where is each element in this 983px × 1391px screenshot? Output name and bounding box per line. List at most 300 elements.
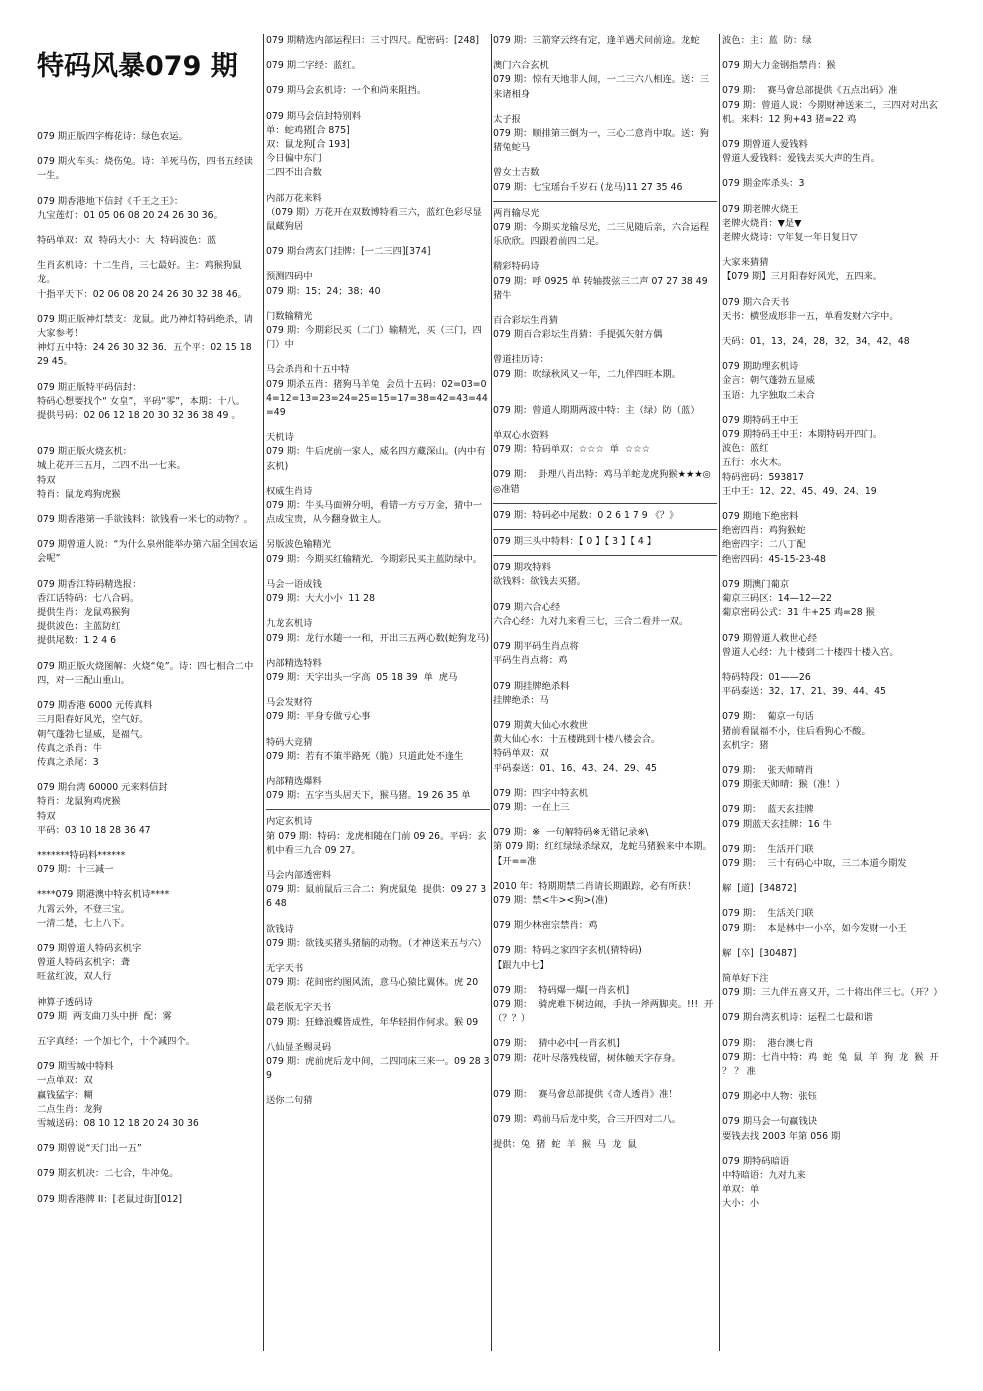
text-line: 天码：01，13，24，28，32，34，42，48 — [722, 336, 910, 348]
spacer — [37, 567, 260, 578]
text-line: 079 期台湾玄机诗：运程二七最和谐 — [722, 1012, 873, 1024]
text-line: 平码泰送：32、17、21、39、44、45 — [722, 686, 886, 698]
text-line: 079 期：虎前虎后龙中间，二四同床三来一。09 28 39 — [266, 1055, 490, 1082]
text-line: 079 期： 三十有码心中取，三二本道今期发 — [722, 857, 907, 869]
text-line: 特码大竞猜 — [266, 736, 313, 748]
text-line: 五行：水火木。 — [722, 457, 788, 469]
text-line: 079 期： 本是林中一小卒，如今发财一小王 — [722, 922, 907, 934]
column-divider — [491, 34, 492, 1351]
text-line: 079 期：呼 0925 单 转轴拨弦三二声 07 27 38 49 猪牛 — [493, 275, 711, 301]
spacer — [722, 936, 946, 947]
text-line: 079 期：三箭穿云终有定，逢羊遇犬问前途。龙蛇 — [493, 35, 700, 46]
text-line: 马会发财符 — [266, 697, 313, 709]
text-line: 079 期：惊有天地非人间，一二三六八相连。送：三来诸相身 — [493, 74, 709, 100]
text-line: 079 期雪城中特料 — [37, 1061, 114, 1073]
text-line: 079 期： 港台澳七肖 — [722, 1037, 814, 1049]
spacer — [493, 155, 717, 166]
text-line: 葡京三码区：14—12—22 — [722, 593, 832, 605]
spacer — [266, 990, 490, 1001]
text-line: 079 期香港 6000 元传真料 — [37, 700, 153, 712]
text-line: 079 期：顺排第三倒为一，三心二意肖中取。送：狗猪兔蛇马 — [493, 128, 709, 154]
spacer — [722, 285, 946, 296]
spacer — [722, 832, 946, 843]
text-line: 绝密四码：45-15-23-48 — [722, 553, 826, 565]
text-line: 精彩特码诗 — [493, 261, 540, 273]
text-line: 079 期正版特平码信封： — [37, 381, 142, 393]
text-line: 特肖：龙鼠狗鸡虎猴 — [37, 796, 121, 808]
text-line: 079 期玄机决：二七合，牛冲兔。 — [37, 1168, 179, 1180]
text-line: 神灯五中特：24 26 30 32 36．五个平：02 15 18 29 45。 — [37, 342, 255, 368]
spacer — [722, 324, 946, 335]
text-line: 079 期：龙行水随一一和，开出三五两心数(蛇狗龙马) — [266, 632, 490, 644]
text-line: 079 期：吹绿秋风又一年，二九伴四旺本期。 — [493, 368, 682, 380]
column-divider — [719, 34, 720, 1351]
text-line: 曾道挂历诗： — [493, 354, 549, 366]
text-line: 079 期：三九伴五喜又开，二十将出伴三七。（开？） — [722, 987, 943, 999]
text-line: 平码泰送：01、16、43、24、29、45 — [493, 762, 657, 774]
text-line: 079 期曾说“天门出一五” — [37, 1143, 142, 1155]
spacer — [493, 629, 717, 640]
text-line: 六合心经：九对九来看三七，三合二看并一双。 — [493, 615, 689, 627]
text-line: 079 期： 猜中必中[一肖玄机] — [493, 1038, 620, 1050]
text-line: 老牌火烧诗：▽年复一年日复日▽ — [722, 232, 858, 244]
text-line: 内部精选特料 — [266, 657, 322, 669]
text-line: 九霄云外，不登三宝。 — [37, 903, 130, 915]
text-line: 079 期曾道人救世心经 — [722, 632, 818, 644]
spacer — [493, 1066, 717, 1077]
text-line: 绝密四字：二八丁配 — [722, 539, 806, 551]
spacer — [266, 951, 490, 962]
spacer — [37, 1024, 260, 1035]
text-line: 079 期马会信封特别料 — [266, 110, 362, 122]
spacer — [722, 1104, 946, 1115]
text-line: 一清二楚，七上八下。 — [37, 917, 130, 929]
text-line: 二点生肖：龙狗 — [37, 1103, 103, 1115]
text-line: 提供号码：02 06 12 18 20 30 32 36 38 49 。 — [37, 410, 241, 422]
text-line: 玄机字：猪 — [722, 739, 769, 751]
text-line: 特肖：鼠龙鸡狗虎猴 — [37, 488, 121, 500]
text-line: 双：鼠龙狗[合 193] — [266, 139, 350, 151]
text-line: 十指平天下：02 06 08 20 24 26 30 32 38 46。 — [37, 288, 247, 300]
spacer — [37, 877, 260, 888]
spacer — [493, 1026, 717, 1037]
spacer — [37, 770, 260, 781]
spacer — [493, 102, 717, 113]
text-line: 079 期：今期买龙输尽光，二三见随后亲，六合运程乐欣欣。四跟着前四二足。 — [493, 222, 709, 248]
spacer — [493, 973, 717, 984]
section-divider — [493, 503, 717, 504]
spacer — [37, 527, 260, 538]
spacer — [37, 931, 260, 942]
text-line: 单双：单 — [722, 1184, 760, 1196]
text-line: 马会内部透密料 — [266, 869, 332, 881]
text-line: 黄大仙心水：十五楼跳到十楼八楼会合。 — [493, 734, 661, 746]
text-line: 079 期：牛头马面辨分明，看错一方亏万金，猜中一点成宝贵，从今翻身做主人。 — [266, 500, 482, 526]
text-line: 欲钱料：欲钱去买猪。 — [493, 576, 586, 588]
text-line: 079 期火车头：烧伤兔。诗：羊死马伤，四书五经读一生。 — [37, 156, 253, 182]
column-2 — [266, 34, 490, 1357]
text-line: 079 期黄大仙心水救世 — [493, 719, 589, 731]
spacer — [37, 434, 260, 445]
spacer — [493, 590, 717, 601]
text-line: 079 期马会玄机诗：一个和尚来阻挡。 — [266, 85, 427, 97]
text-line: 079 期曾道人爱钱料 — [722, 139, 808, 151]
spacer — [37, 223, 260, 234]
text-line: 门数输精光 — [266, 310, 313, 322]
spacer — [493, 382, 717, 393]
text-line: 079 期曾道人说：“为什么泉州能举办第六届全国农运会呢” — [37, 539, 258, 565]
spacer — [266, 181, 490, 192]
spacer — [37, 423, 260, 434]
text-line: 079 期马会一句赢钱诀 — [722, 1116, 818, 1128]
text-line: 079 期：特码必中尾数：0 2 6 1 7 9 《？》 — [493, 509, 679, 521]
spacer — [493, 1127, 717, 1138]
spacer — [493, 303, 717, 314]
spacer — [722, 753, 946, 764]
text-line: 中特暗语：九对九来 — [722, 1169, 806, 1181]
spacer — [493, 708, 717, 719]
spacer — [722, 792, 946, 803]
text-line: 九龙玄机诗 — [266, 618, 313, 630]
text-line: 079 期：平身专做亏心事 — [266, 711, 371, 723]
text-line: 079 期：花间密约图风流，意马心猿比翼休。虎 20 — [266, 977, 479, 989]
spacer — [266, 685, 490, 696]
text-line: 马会一语成钱 — [266, 578, 322, 590]
text-line: 079 期： 赛马會总部提供《五点出码》准 — [722, 85, 898, 97]
spacer — [722, 961, 946, 972]
text-line: 特码单双：双 — [493, 748, 549, 760]
text-line: 欲钱诗 — [266, 923, 294, 935]
text-line: 大家来猜猜 — [722, 257, 769, 269]
spacer — [722, 621, 946, 632]
spacer — [493, 418, 717, 429]
text-line: 079 期：四字中特玄机 — [493, 787, 589, 799]
column-3 — [493, 34, 720, 1357]
text-line: 雪城送码：08 10 12 18 20 24 30 36 — [37, 1117, 199, 1129]
text-line: 079 期：15；24；38；40 — [266, 285, 381, 297]
text-line: 079 期：大大小小 11 28 — [266, 593, 376, 605]
spacer — [722, 871, 946, 882]
text-line: 二四不出合数 — [266, 167, 322, 179]
text-line: 提供尾数：1 2 4 6 — [37, 635, 117, 647]
text-line: 079 期台湾 60000 元来料信封 — [37, 782, 168, 794]
text-line: *******特码料****** — [37, 849, 126, 861]
text-line: 特双 — [37, 474, 56, 486]
text-line: 葡京密码公式：31 牛+25 鸡=28 猴 — [722, 607, 875, 619]
spacer — [37, 1156, 260, 1167]
text-line: 送你二句猜 — [266, 1095, 313, 1107]
spacer — [37, 985, 260, 996]
text-line: 079 期台湾玄门挂牌：[一二三四][374] — [266, 246, 431, 258]
spacer — [266, 474, 490, 485]
spacer — [493, 342, 717, 353]
spacer — [37, 1182, 260, 1193]
text-line: 天机诗 — [266, 432, 294, 444]
text-line: 079 期： 生活开门联 — [722, 843, 814, 855]
text-line: 曾道人爱钱料：爱钱去买大声的生肖。 — [722, 153, 881, 165]
text-line: 079 期金库杀头：3 — [722, 178, 805, 190]
text-line: 079 期： 生活关门联 — [722, 908, 814, 920]
section-divider — [493, 201, 717, 202]
text-line: 079 期特码暗语 — [722, 1155, 790, 1167]
spacer — [266, 259, 490, 270]
spacer — [493, 1077, 717, 1088]
text-line: 079 期： 特码爆一爆[一肖玄机] — [493, 984, 630, 996]
section-divider — [493, 529, 717, 530]
text-line: 079 期： 骑虎难下树边闹，手执一斧两脚夹。!!! 开 （？？） — [493, 998, 720, 1025]
spacer — [266, 1030, 490, 1041]
text-line: 079 期：今期彩民买（二门）输精光，买（三门，四门）中 — [266, 325, 482, 351]
text-line: 曾道人心经：九十楼到二十楼四十楼入宫。 — [722, 646, 899, 658]
spacer — [266, 352, 490, 363]
text-line: 079 期：七宝瑶台千岁石 (龙马)11 27 35 46 — [493, 181, 683, 193]
column-1 — [37, 130, 260, 1357]
text-line: 【跟九中七】 — [493, 959, 549, 971]
text-line: 079 期特码王中王：本期特码开四门。 — [722, 429, 883, 441]
spacer — [37, 248, 260, 259]
text-line: 传真之杀肖：牛 — [37, 742, 103, 754]
text-line: 特码心想要找个“ 女皇”，平码“零”，本期：十八。 — [37, 395, 246, 407]
text-line: 朝气蓬勃七显威，是福气。 — [37, 728, 149, 740]
spacer — [266, 234, 490, 245]
text-line: ****079 期港澳中特玄机诗**** — [37, 889, 170, 901]
text-line: 曾道人特码玄机字：聋 — [37, 957, 130, 969]
text-line: 079 期曾道人特码玄机字 — [37, 942, 142, 954]
text-line: 特码特段：01——26 — [722, 671, 811, 683]
text-line: 079 期 两支曲刀头中拼 配：雾 — [37, 1010, 172, 1022]
text-line: 三月阳春好风光，空气好。 — [37, 714, 149, 726]
spacer — [493, 869, 717, 880]
text-line: 无字天书 — [266, 962, 304, 974]
text-line: 079 期：特码单双：☆☆☆ 单 ☆☆☆ — [493, 444, 650, 456]
text-line: 预测四码中 — [266, 271, 313, 283]
text-line: 天书：横竖成形非一五，单看发财六字中。 — [722, 310, 899, 322]
text-line: 提供：兔 猪 蛇 羊 猴 马 龙 鼠 — [493, 1139, 637, 1151]
text-line: 079 期正版火烧图解：火烧“兔”。诗：四七相合二中四，对一三配山重山。 — [37, 660, 254, 686]
spacer — [266, 725, 490, 736]
text-line: 王中王：12、22、45、49、24、19 — [722, 485, 877, 497]
text-line: 079 期少林密宗禁肖：鸡 — [493, 920, 598, 932]
text-line: 另版波色输精光 — [266, 539, 332, 551]
text-line: 解 [卒] [30487] — [722, 947, 797, 959]
spacer — [37, 302, 260, 313]
text-line: 挂牌绝杀：马 — [493, 694, 549, 706]
text-line: 079 期香港第一手欲钱料：欲钱看一米七的动物？。 — [37, 514, 253, 526]
text-line: 079 期正版火烧玄机： — [37, 446, 133, 458]
text-line: （079 期）万花开在双数博特看三六，蓝红色彩尽显鼠藏狗居 — [266, 206, 482, 233]
spacer — [722, 245, 946, 256]
spacer — [37, 144, 260, 155]
spacer — [722, 403, 946, 414]
spacer — [37, 649, 260, 660]
section-divider — [266, 809, 490, 810]
spacer — [722, 1079, 946, 1090]
text-line: 079 期平码生肖点将 — [493, 641, 579, 653]
text-line: 079 期正版神灯禁支：龙鼠。此乃神灯特码绝杀，请大家参考！ — [37, 313, 253, 340]
column-4 — [722, 34, 946, 1357]
text-line: 079 期：花叶尽落残枝留，树体触天字存身。 — [493, 1052, 682, 1064]
text-line: 079 期张天师晴：猴（准！） — [722, 779, 845, 791]
text-line: 079 期：欲钱买猪头猪脑的动物。（才神送来五与六） — [266, 937, 487, 949]
text-line: 079 期：若有不策半路死（脆）只道此处不逢生 — [266, 750, 464, 762]
spacer — [722, 127, 946, 138]
text-line: 079 期：十三减一 — [37, 864, 114, 876]
spacer — [37, 184, 260, 195]
text-line: 绝密四肖：鸡狗猴蛇 — [722, 525, 806, 537]
text-line: 特码单双：双 特码大小：大 特码波色：蓝 — [37, 235, 217, 247]
text-line: 079 期：狂蜂浪蝶皆成性，年华轻捐作何求。猴 09 — [266, 1016, 479, 1028]
text-line: 079 期助理玄机诗 — [722, 361, 799, 373]
column-divider — [263, 34, 264, 1351]
spacer — [266, 764, 490, 775]
spacer — [493, 776, 717, 787]
text-line: 079 期六合天书 — [722, 296, 790, 308]
text-line: 079 期大力金钢指禁肖：猴 — [722, 60, 836, 72]
text-line: 单：蛇鸡猪[合 875] — [266, 124, 350, 136]
text-line: 079 期挂牌绝杀料 — [493, 680, 570, 692]
text-line: 079 期蓝天玄挂牌：16 牛 — [722, 818, 832, 830]
spacer — [722, 73, 946, 84]
text-line: 大小：小 — [722, 1198, 760, 1210]
text-line: 猪前看鼠福不小，住后看狗心不酸。 — [722, 725, 871, 737]
text-line: 特双 — [37, 810, 56, 822]
text-line: 2010 年：特期期禁二肖请长期跟踪，必有所获！ — [493, 880, 697, 892]
spacer — [493, 815, 717, 826]
spacer — [722, 660, 946, 671]
text-line: 要钱去找 2003 年第 056 期 — [722, 1130, 841, 1142]
spacer — [266, 912, 490, 923]
text-line: 【079 期】三月阳春好风光，五四来。 — [722, 271, 883, 283]
text-line: 特码密码：593817 — [722, 471, 804, 483]
spacer — [722, 192, 946, 203]
text-line: 079 期杀五肖：猪狗马羊兔 会员十五码：02=03=04=12=13=23=24=25=15=17=38=42=43=44=49 — [266, 378, 488, 419]
text-line: 079 期：曾道人说：今期财神送来二，三四对对出玄机。来料：12 狗+43 猪=22 鸡 — [722, 99, 938, 125]
spacer — [37, 1131, 260, 1142]
text-line: 九宝莲灯：01 05 06 08 20 24 26 30 36。 — [37, 209, 223, 221]
text-line: 五字真经：一个加七个，十个减四个。 — [37, 1035, 196, 1047]
text-line: 城上花开三五月，二四不出一七来。 — [37, 460, 186, 472]
text-line: 079 期：曾道人期期两波中特：主（绿）防（蓝） — [493, 404, 700, 416]
text-line: 老牌火烧肖：▼是▼ — [722, 217, 802, 229]
text-line: 079 期：七肖中特：鸡 蛇 兔 鼠 羊 狗 龙 猴 开 ？ ？ 准 — [722, 1051, 945, 1077]
text-line: 权威生肖诗 — [266, 485, 313, 497]
spacer — [722, 567, 946, 578]
spacer — [266, 527, 490, 538]
spacer — [266, 299, 490, 310]
spacer — [493, 1102, 717, 1113]
spacer — [722, 166, 946, 177]
spacer — [493, 669, 717, 680]
spacer — [266, 646, 490, 657]
text-line: 提供波色：主蓝防红 — [37, 621, 121, 633]
text-line: 079 期香江特码精选报： — [37, 578, 142, 590]
spacer — [493, 908, 717, 919]
text-line: 079 期： 葡京一句话 — [722, 711, 814, 723]
text-line: 079 期：鼠前鼠后三合二：狗虎鼠兔 提供：09 27 36 48 — [266, 884, 487, 910]
text-line: 第 079 期：红红绿绿杀绿双，龙蛇马猪猴来中本期。【开==准 — [493, 841, 712, 867]
text-line: 079 期三头中特料：【 0 】【 3 】【 4 】 — [493, 536, 657, 548]
text-line: 079 期正版四字梅花诗：绿色农运。 — [37, 131, 188, 142]
spacer — [37, 370, 260, 381]
text-line: 一点单双：双 — [37, 1075, 93, 1087]
text-line: 079 期：一在上三 — [493, 801, 570, 813]
text-line: 内定玄机诗 — [266, 816, 313, 828]
text-line: 079 期六合心经 — [493, 601, 561, 613]
spacer — [722, 896, 946, 907]
spacer — [722, 1026, 946, 1037]
text-line: 马会杀肖和十五中特 — [266, 364, 350, 376]
spacer — [722, 499, 946, 510]
spacer — [266, 567, 490, 578]
text-line: 金言：朝气蓬勃五显威 — [722, 375, 815, 387]
text-line: 解 [道] [34872] — [722, 883, 797, 895]
spacer — [722, 699, 946, 710]
text-line: 079 期必中人物：张钰 — [722, 1091, 818, 1103]
spacer — [37, 1049, 260, 1060]
text-line: 平码：03 10 18 28 36 47 — [37, 824, 151, 836]
spacer — [37, 838, 260, 849]
spacer — [37, 688, 260, 699]
text-line: 079 期百合彩坛生肖猜：手提弧矢射方偶 — [493, 329, 663, 341]
text-line: 波色：蓝红 — [722, 443, 769, 455]
spacer — [493, 249, 717, 260]
text-line: 旺盆红波，双人行 — [37, 971, 112, 983]
text-line: 079 期： 赛马會总部提供《奇人透肖》准！ — [493, 1088, 678, 1100]
spacer — [722, 48, 946, 59]
spacer — [37, 502, 260, 513]
text-line: 太子报 — [493, 113, 521, 125]
spacer — [493, 48, 717, 59]
spacer — [266, 858, 490, 869]
text-line: 两肖输尽光 — [493, 207, 540, 219]
text-line: 079 期二字经：蓝红。 — [266, 60, 362, 72]
text-line: 079 期精选内部运程曰：三寸四尺。配密码：[248] — [266, 35, 480, 46]
text-line: 079 期特码王中王 — [722, 414, 799, 426]
text-line: 079 期地下绝密料 — [722, 511, 799, 523]
text-line: 079 期攻特料 — [493, 562, 551, 574]
text-line: 079 期香港地下信封《千王之王》： — [37, 195, 184, 207]
text-line: 内部精选爆料 — [266, 775, 322, 787]
text-line: 传真之杀尾：3 — [37, 756, 99, 768]
text-line: 079 期香港牌 II：[老鼠过街][012] — [37, 1193, 183, 1205]
text-line: 079 期：牛后虎前一家人，威名四方藏深山。(内中有玄机) — [266, 446, 486, 472]
text-line: 079 期： 卦理八肖出特：鸡马羊蛇龙虎狗猴★★★◎◎准错 — [493, 469, 711, 495]
text-line: 079 期：※ 一句解特码※无错记录※\ — [493, 827, 649, 839]
section-divider — [493, 555, 717, 556]
text-line: 简单好下注 — [722, 972, 769, 984]
spacer — [493, 933, 717, 944]
text-line: 079 期：特码之家四字玄机(猜特码) — [493, 945, 642, 957]
text-line: 079 期：五字当头居天下，猴马猪。19 26 35 单 — [266, 790, 471, 802]
text-line: 生肖玄机诗：十二生肖，三七最好。主：鸡猴狗鼠龙。 — [37, 260, 242, 286]
spacer — [266, 1083, 490, 1094]
text-line: 波色：主：蓝 防：绿 — [722, 35, 812, 46]
text-line: 八仙显圣赐灵码 — [266, 1041, 332, 1053]
page-title: 特码风暴079 期 — [37, 51, 238, 82]
text-line: 内部万花来料 — [266, 192, 322, 204]
text-line: 最老版无字天书 — [266, 1002, 332, 1014]
spacer — [722, 1144, 946, 1155]
text-line: 079 期老牌火烧王 — [722, 203, 799, 215]
spacer — [722, 1000, 946, 1011]
spacer — [266, 73, 490, 84]
spacer — [722, 349, 946, 360]
text-line: 神算子透码诗 — [37, 996, 93, 1008]
text-line: 079 期： 蓝天玄挂牌 — [722, 804, 814, 816]
spacer — [493, 393, 717, 404]
text-line: 玉语：九字独取二未合 — [722, 389, 815, 401]
text-line: 079 期：今期买红输精光．今期彩民买主蓝防绿中。 — [266, 553, 482, 565]
